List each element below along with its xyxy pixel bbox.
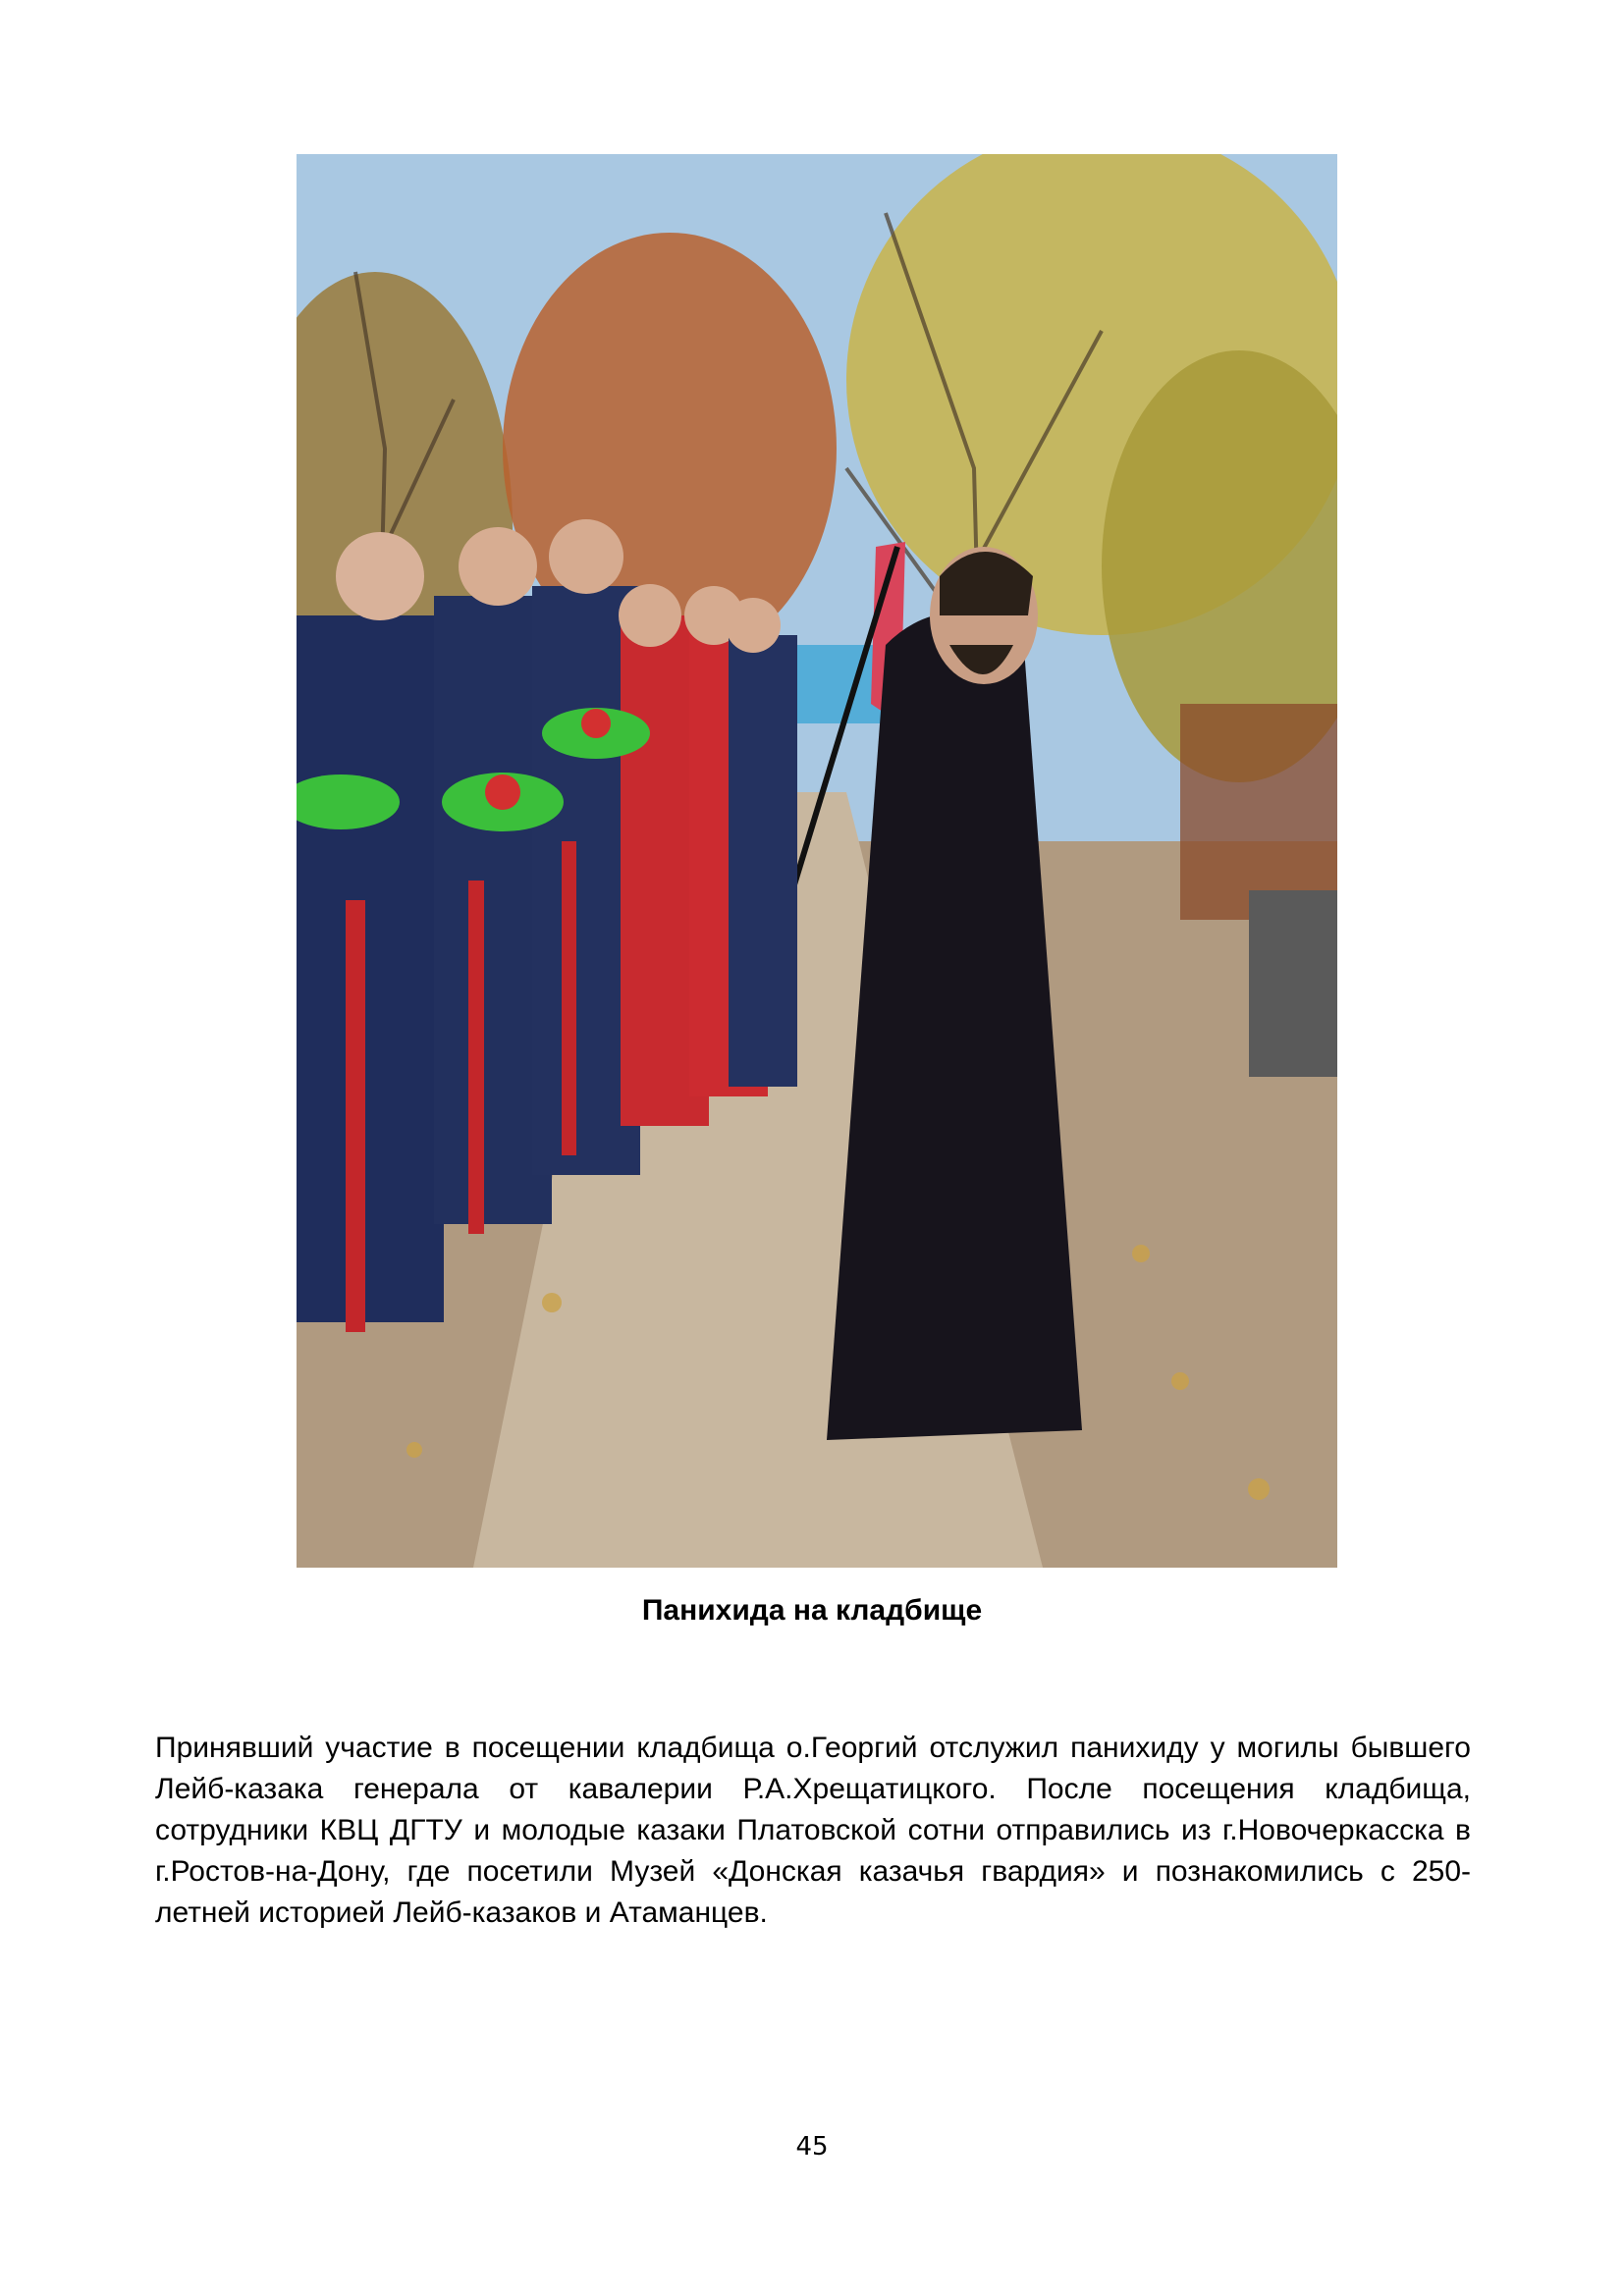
figure-caption: Панихида на кладбище [641,1594,983,1627]
cemetery-photo [297,154,1337,1568]
page-number: 45 [795,2132,829,2162]
body-paragraph: Принявший участие в посещении кладбища о.Георгий отслужил панихиду у могилы бывшего Лейб-казака генерала от кавалерии Р.А.Хрещатицкого. После посещения кладбища, сотрудники КВЦ ДГТУ и молодые казаки Платовской сотни отправились из г.Новочеркасска в г.Ростов-на-Дону, где посетили Музей «Донская казачья гвардия» и познакомились с 250-летней историей Лейб-казаков и Атаманцев. [155,1732,1471,1929]
